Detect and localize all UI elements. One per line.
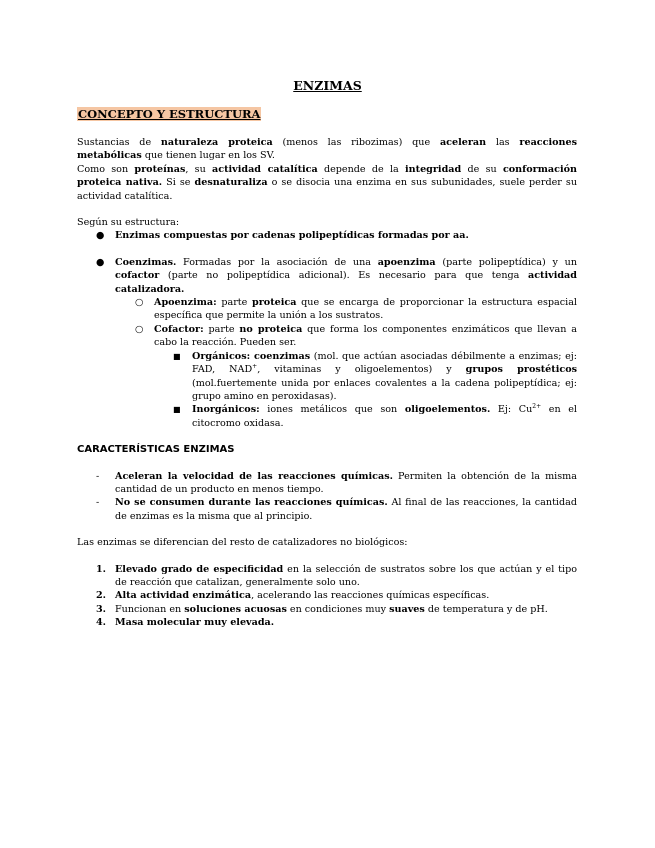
differences-intro: Las enzimas se diferencian del resto de catalizadores no biológicos:: [77, 537, 408, 549]
section-heading-caracteristicas: CARACTERÍSTICAS ENZIMAS: [77, 444, 235, 456]
bullet-dash-icon: -: [96, 470, 100, 482]
list-item-text: Funcionan en soluciones acuosas en condiciones muy suaves de temperatura y de pH.: [115, 603, 548, 615]
bullet-dot-icon: ●: [96, 230, 105, 242]
list-item-text: Inorgánicos: iones metálicos que son oligoelementos. Ej: $Cu^{2+}$ en el citocromo oxidasa.: [192, 403, 577, 429]
document-title: ENZIMAS: [293, 78, 362, 93]
numbered-list: [77, 563, 577, 630]
list-item-text: Cofactor: parte no proteica que forma los componentes enzimáticos que llevan a cabo la reacción. Pueden ser.: [154, 323, 577, 349]
paragraph-definition: Sustancias de naturaleza proteica (menos las ribozimas) que aceleran las reacciones metabólicas que tienen lugar en los SV.: [77, 137, 577, 162]
bullet-circle-icon: ○: [135, 297, 144, 309]
structure-intro: Según su estructura:: [77, 217, 180, 229]
list-item-aceleran: [77, 470, 577, 497]
document-body: [77, 136, 577, 630]
numbered-list-item: [77, 589, 577, 602]
list-item-inorganicos: [77, 403, 577, 430]
list-item-text: Coenzimas. Formadas por la asociación de una apoenzima (parte polipeptídica) y un cofactor (parte no polipeptídica adicional). Es necesario para que tenga actividad catalizadora.: [115, 256, 578, 295]
list-item-no-consumen: [77, 496, 577, 523]
list-item-text: Orgánicos: coenzimas (mol. que actúan asociadas débilmente a enzimas; ej: FAD, NAD+, vitaminas y oligoelementos) y grupos prostéticos (mol.fuertemente unida por enlaces covalentes a la cadena polipeptídica; ej: grupo amino en peroxidasas).: [192, 350, 577, 402]
list-item-text: Enzimas compuestas por cadenas polipeptídicas formadas por aa.: [115, 230, 469, 242]
numbered-list-item: [77, 616, 577, 629]
numbered-list-item: [77, 563, 577, 590]
list-item-compuestas: [77, 229, 577, 242]
list-item-apoenzima: [77, 296, 577, 323]
list-number: 3.: [96, 603, 107, 615]
list-item-text: Masa molecular muy elevada.: [115, 617, 275, 629]
bullet-dot-icon: ●: [96, 256, 105, 268]
bullet-dash-icon: -: [96, 497, 100, 509]
paragraph-proteins: Como son proteínas, su actividad catalítica depende de la integridad de su conformación proteica nativa. Si se desnaturaliza o se disocia una enzima en sus subunidades, suele perder su actividad catalítica.: [77, 163, 578, 202]
list-item-organicos: [77, 350, 577, 404]
numbered-list-item: [77, 603, 577, 616]
bullet-circle-icon: ○: [135, 323, 144, 335]
bullet-square-icon: ■: [173, 405, 181, 415]
list-item-text: Alta actividad enzimática, acelerando las reacciones químicas específicas.: [115, 590, 490, 602]
list-item-text: Aceleran la velocidad de las reacciones químicas. Permiten la obtención de la misma cantidad de un producto en menos tiempo.: [115, 470, 577, 495]
list-item-coenzimas: [77, 256, 577, 296]
list-item-text: No se consumen durante las reacciones químicas. Al final de las reacciones, la cantidad de enzimas es la misma que al principio.: [115, 497, 577, 522]
list-item-text: Elevado grado de especificidad en la selección de sustratos sobre los que actúan y el tipo de reacción que catalizan, generalmente solo uno.: [115, 563, 577, 588]
list-number: 2.: [96, 590, 107, 602]
list-number: 1.: [96, 563, 107, 575]
list-item-text: Apoenzima: parte proteica que se encarga de proporcionar la estructura espacial específica que permite la unión a los sustratos.: [154, 297, 577, 322]
section-heading-concepto: CONCEPTO Y ESTRUCTURA: [78, 107, 261, 121]
list-item-cofactor: [77, 323, 577, 350]
list-number: 4.: [96, 617, 107, 629]
bullet-square-icon: ■: [173, 351, 181, 361]
